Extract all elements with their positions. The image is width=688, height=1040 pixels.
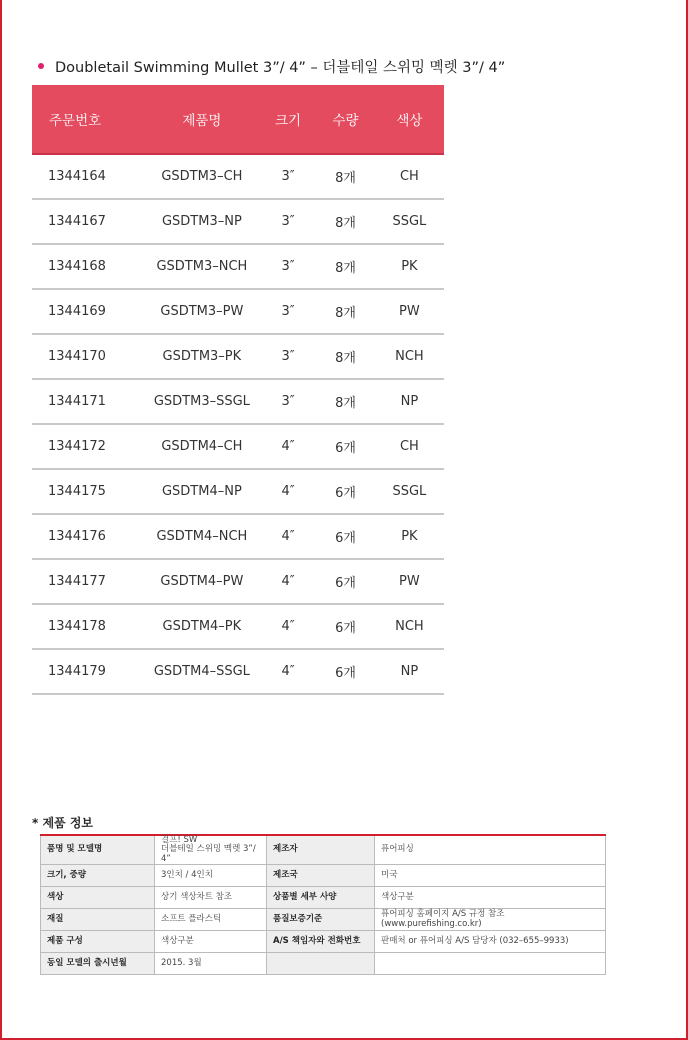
quantity-cell: 8개 [316,199,374,244]
color-cell: CH [375,154,444,199]
color-cell: NCH [375,334,444,379]
size-cell: 4″ [260,649,317,694]
info-label: 재질 [41,909,155,931]
order-number-cell: 1344179 [32,649,144,694]
product-name-cell: GSDTM3–CH [144,154,260,199]
table-row [32,514,444,559]
product-name-cell: GSDTM4–NCH [144,514,260,559]
header-product-name: 제품명 [144,85,260,154]
info-value: 미국 [375,865,606,887]
quantity-cell: 8개 [316,244,374,289]
color-cell: PK [375,244,444,289]
table-row [32,244,444,289]
table-row [32,379,444,424]
info-value: 색상구분 [375,887,606,909]
order-number-cell: 1344169 [32,289,144,334]
order-number-cell: 1344168 [32,244,144,289]
product-name-cell: GSDTM4–CH [144,424,260,469]
table-row [32,334,444,379]
info-label: 상품별 세부 사양 [267,887,375,909]
quantity-cell: 6개 [316,604,374,649]
info-row [41,865,606,887]
info-label: 품질보증기준 [267,909,375,931]
quantity-cell: 8개 [316,154,374,199]
info-row [41,887,606,909]
info-value: 3인치 / 4인치 [155,865,267,887]
info-label [267,953,375,975]
size-cell: 3″ [260,244,317,289]
color-cell: PW [375,559,444,604]
info-value: 색상구분 [155,931,267,953]
order-number-cell: 1344171 [32,379,144,424]
product-name-cell: GSDTM3–PK [144,334,260,379]
table-row [32,559,444,604]
product-name-cell: GSDTM3–PW [144,289,260,334]
size-cell: 4″ [260,559,317,604]
order-number-cell: 1344164 [32,154,144,199]
bullet-icon [38,63,44,69]
table-row [32,604,444,649]
info-value: 소프트 플라스틱 [155,909,267,931]
info-label: 제조자 [267,835,375,865]
quantity-cell: 8개 [316,289,374,334]
order-number-cell: 1344176 [32,514,144,559]
quantity-cell: 6개 [316,514,374,559]
info-value: 퓨어피싱 [375,835,606,865]
info-label: A/S 책임자와 전화번호 [267,931,375,953]
info-label: 제품 구성 [41,931,155,953]
size-cell: 4″ [260,424,317,469]
info-value: 상기 색상차트 참조 [155,887,267,909]
product-name-cell: GSDTM3–SSGL [144,379,260,424]
size-cell: 4″ [260,469,317,514]
info-table [40,834,606,975]
info-label: 크기, 중량 [41,865,155,887]
info-label: 품명 및 모델명 [41,835,155,865]
product-name-cell: GSDTM4–NP [144,469,260,514]
size-cell: 3″ [260,199,317,244]
product-name-cell: GSDTM3–NP [144,199,260,244]
color-cell: NCH [375,604,444,649]
info-table-body [41,835,606,975]
product-heading-text: Doubletail Swimming Mullet 3”/ 4” – 더블테일 스위밍 몍렛 3”/ 4” [55,60,506,76]
size-cell: 4″ [260,514,317,559]
order-number-cell: 1344172 [32,424,144,469]
table-row [32,424,444,469]
quantity-cell: 6개 [316,559,374,604]
size-cell: 3″ [260,154,317,199]
color-cell: NP [375,379,444,424]
size-cell: 3″ [260,334,317,379]
order-number-cell: 1344177 [32,559,144,604]
info-value: 퓨어피싱 홈페이지 A/S 규정 참조 (www.purefishing.co.kr) [375,909,606,931]
order-table-header [32,85,444,154]
quantity-cell: 6개 [316,469,374,514]
color-cell: SSGL [375,199,444,244]
info-value [375,953,606,975]
info-value: 걸프! SW 더블테일 스위밍 몍렛 3”/ 4” [155,835,267,865]
order-number-cell: 1344175 [32,469,144,514]
product-name-cell: GSDTM3–NCH [144,244,260,289]
table-row [32,649,444,694]
color-cell: PK [375,514,444,559]
table-row [32,469,444,514]
info-label: 동일 모델의 출시년월 [41,953,155,975]
color-cell: CH [375,424,444,469]
info-value: 판매처 or 퓨어피싱 A/S 담당자 (032–655–9933) [375,931,606,953]
size-cell: 3″ [260,379,317,424]
header-size: 크기 [260,85,317,154]
info-row [41,953,606,975]
quantity-cell: 8개 [316,379,374,424]
header-order-number: 주문번호 [32,85,144,154]
table-row [32,154,444,199]
header-quantity: 수량 [316,85,374,154]
quantity-cell: 6개 [316,424,374,469]
info-row [41,931,606,953]
product-heading [38,56,505,77]
order-table [32,85,444,695]
order-number-cell: 1344178 [32,604,144,649]
order-table-body [32,154,444,694]
product-name-cell: GSDTM4–SSGL [144,649,260,694]
color-cell: NP [375,649,444,694]
quantity-cell: 8개 [316,334,374,379]
info-row [41,835,606,865]
header-color: 색상 [375,85,444,154]
quantity-cell: 6개 [316,649,374,694]
info-label: 색상 [41,887,155,909]
size-cell: 3″ [260,289,317,334]
table-row [32,289,444,334]
color-cell: SSGL [375,469,444,514]
info-label: 제조국 [267,865,375,887]
order-number-cell: 1344167 [32,199,144,244]
size-cell: 4″ [260,604,317,649]
color-cell: PW [375,289,444,334]
table-row [32,199,444,244]
info-row [41,909,606,931]
info-title: * 제품 정보 [32,816,93,830]
product-name-cell: GSDTM4–PW [144,559,260,604]
product-name-cell: GSDTM4–PK [144,604,260,649]
order-number-cell: 1344170 [32,334,144,379]
info-value: 2015. 3월 [155,953,267,975]
